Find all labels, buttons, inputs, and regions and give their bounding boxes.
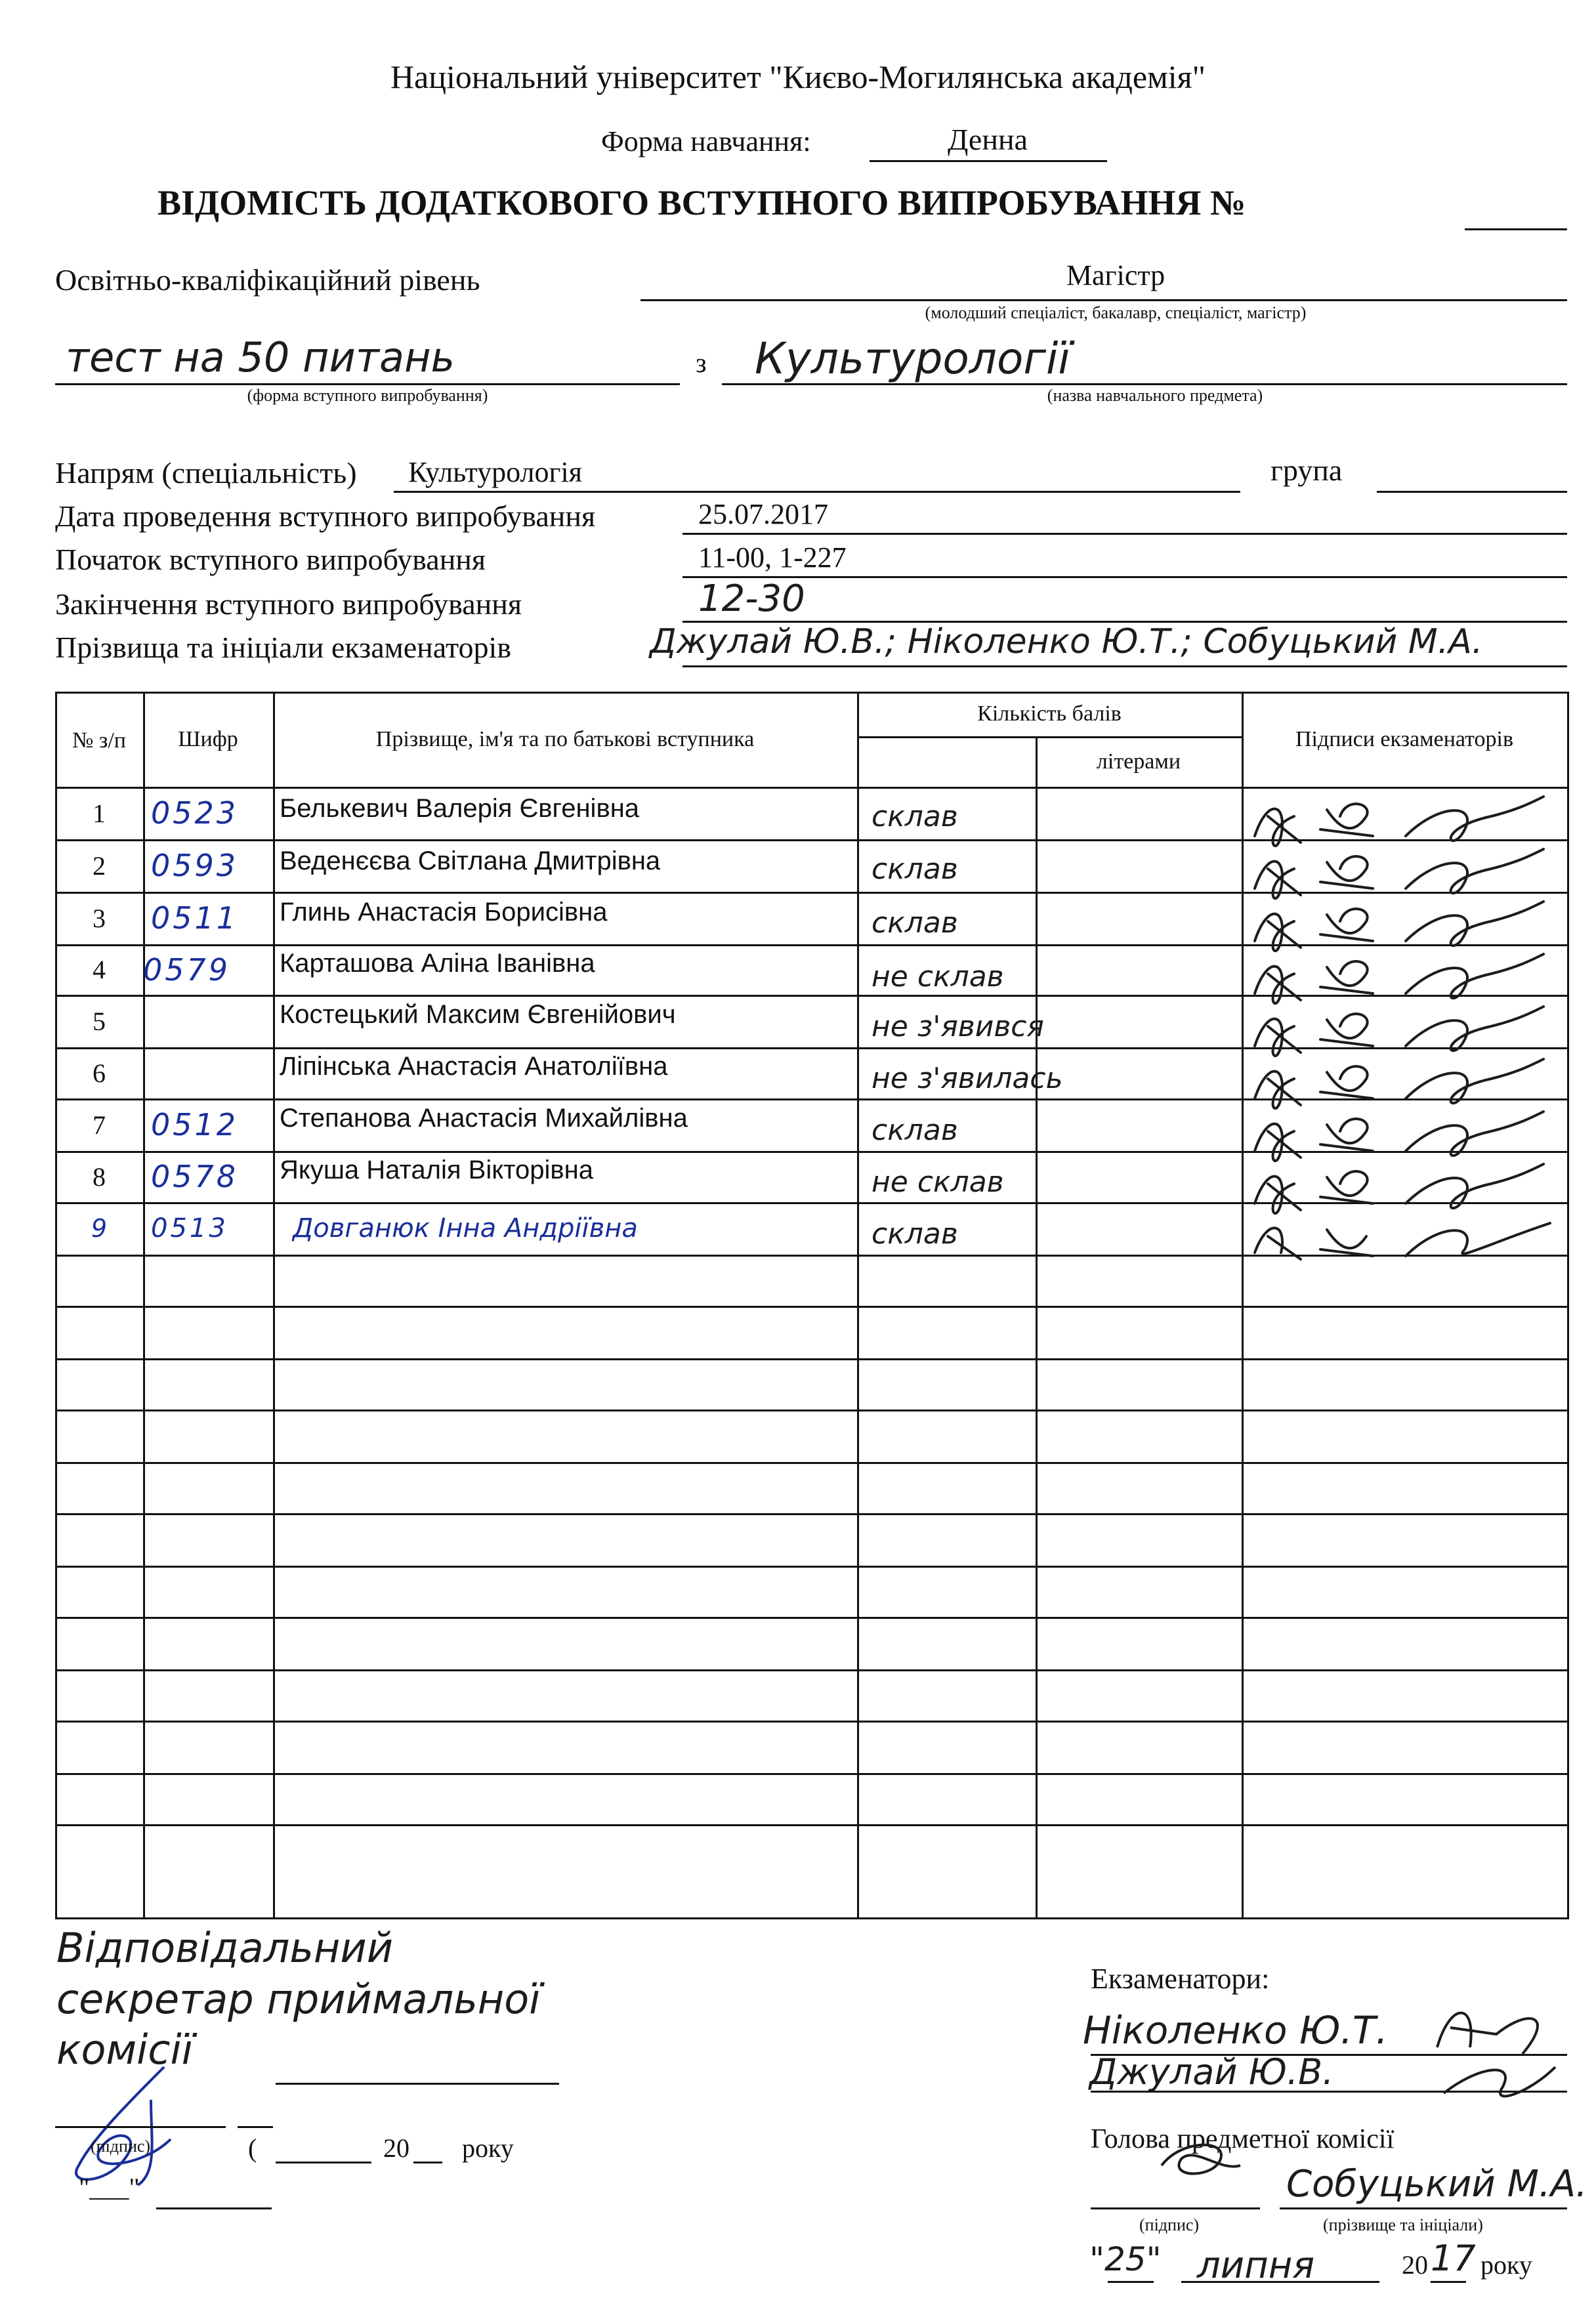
date-value: 25.07.2017 <box>698 498 828 530</box>
row-code: 0578 <box>151 1159 239 1194</box>
secretary-year-underline <box>413 2162 442 2163</box>
examiners-value: Джулай Ю.В.; Ніколенко Ю.Т.; Собуцький М.А. <box>650 622 1483 661</box>
exam-form-hint: (форма вступного випробування) <box>247 386 488 405</box>
study-form-label: Форма навчання: <box>601 125 811 157</box>
row-score: не з'явився <box>872 1009 1044 1043</box>
date-day-underline <box>1108 2281 1154 2283</box>
header-score: Кількість балів <box>977 701 1122 726</box>
secretary-name-underline <box>276 2083 559 2085</box>
row-code: 0512 <box>151 1107 239 1142</box>
level-underline <box>640 299 1567 301</box>
group-underline <box>1377 491 1567 493</box>
header-fullname: Прізвище, ім'я та по батькові вступника <box>375 726 755 751</box>
row-fullname: Костецький Максим Євгенійович <box>280 999 676 1029</box>
secretary-month-underline <box>156 2207 272 2209</box>
row-fullname: Белькевич Валерія Євгенівна <box>280 793 640 823</box>
row-fullname: Карташова Аліна Іванівна <box>280 949 595 978</box>
date-year-suffix: року <box>1480 2250 1532 2280</box>
level-hint: (молодший спеціаліст, бакалавр, спеціаліст, магістр) <box>925 303 1307 322</box>
level-value: Магістр <box>1066 259 1166 291</box>
header-signatures: Підписи екзаменаторів <box>1295 726 1514 751</box>
row-code <box>143 995 281 1047</box>
row-number: 3 <box>93 903 106 933</box>
specialty-underline <box>394 491 1240 493</box>
examiner-signatures <box>1242 790 1567 1263</box>
date-year-underline <box>1431 2281 1466 2283</box>
end-label: Закінчення вступного випробування <box>55 587 522 621</box>
secretary-sign-hint: (підпис) <box>91 2137 151 2156</box>
secretary-year-prefix: 20 <box>383 2133 410 2163</box>
document-number-underline <box>1465 228 1567 230</box>
group-label: група <box>1270 453 1343 487</box>
row-fullname: Якуша Наталія Вікторівна <box>280 1155 594 1184</box>
row-fullname: Довганюк Інна Андріївна <box>293 1213 638 1243</box>
row-code: 0511 <box>151 900 239 936</box>
start-underline <box>682 576 1567 578</box>
secretary-day-quote: "___" <box>79 2173 140 2202</box>
date-label: Дата проведення вступного випробування <box>55 499 596 533</box>
specialty-value: Культурологія <box>408 456 582 488</box>
row-number: 2 <box>93 850 106 881</box>
university-name: Національний університет "Києво-Могилянська академія" <box>390 58 1206 95</box>
specialty-label: Напрям (спеціальність) <box>55 456 357 490</box>
examiners-label: Прізвища та ініціали екзаменаторів <box>55 631 512 664</box>
document-title: ВІДОМІСТЬ ДОДАТКОВОГО ВСТУПНОГО ВИПРОБУВАННЯ № <box>158 183 1246 222</box>
row-number: 8 <box>93 1161 106 1192</box>
subject-underline <box>722 383 1567 385</box>
secretary-sign-underline <box>55 2126 226 2128</box>
row-score: склав <box>872 852 958 886</box>
row-fullname: Степанова Анастасія Михайлівна <box>280 1103 688 1133</box>
start-label: Початок вступного випробування <box>55 543 486 576</box>
start-value: 11-00, 1-227 <box>698 541 847 574</box>
row-score: не склав <box>872 960 1004 993</box>
head-name-hint: (прізвище та ініціали) <box>1323 2215 1483 2234</box>
row-number: 9 <box>91 1214 108 1243</box>
examiners-footer-label: Екзаменатори: <box>1091 1963 1270 1995</box>
date-day: "25" <box>1089 2240 1162 2278</box>
subject-prefix: з <box>696 348 707 379</box>
head-signature <box>1142 2126 1247 2198</box>
examiner-footer-signatures <box>1424 1988 1568 2106</box>
header-code: Шифр <box>178 726 238 751</box>
secretary-open-quote: ( <box>248 2133 257 2163</box>
subject-hint: (назва навчального предмета) <box>1047 386 1263 405</box>
subject-value: Культурології <box>755 333 1070 384</box>
examiners-underline <box>682 665 1567 667</box>
row-number: 1 <box>93 798 106 828</box>
row-fullname: Веденєєва Світлана Дмитрівна <box>280 846 661 875</box>
secretary-year-suffix: року <box>462 2133 514 2163</box>
head-name-underline <box>1280 2207 1567 2209</box>
row-number: 7 <box>93 1110 106 1140</box>
exam-form-underline <box>55 383 680 385</box>
row-code: 0523 <box>151 795 239 831</box>
row-fullname: Ліпінська Анастасія Анатоліївна <box>280 1051 668 1081</box>
row-score: склав <box>872 799 958 833</box>
secretary-day-underline <box>276 2162 371 2163</box>
row-score: не з'явилась <box>872 1061 1063 1095</box>
date-year-prefix: 20 <box>1402 2250 1428 2280</box>
examiner-2-name: Джулай Ю.В. <box>1089 2051 1334 2093</box>
head-sign-underline <box>1091 2207 1260 2209</box>
date-year: 17 <box>1431 2238 1476 2279</box>
row-number: 4 <box>93 955 106 984</box>
level-label: Освітньо-кваліфікаційний рівень <box>55 263 480 297</box>
row-score: склав <box>872 906 958 940</box>
row-score: склав <box>872 1217 958 1251</box>
exam-form-value: тест на 50 питань <box>66 333 455 381</box>
row-code: 0593 <box>151 848 239 883</box>
end-value: 12-30 <box>698 577 805 620</box>
row-code <box>143 1047 281 1098</box>
header-number: № з/п <box>72 728 126 753</box>
head-label: Голова предметної комісії <box>1091 2124 1395 2154</box>
date-underline <box>682 533 1567 535</box>
secretary-text: Відповідальний секретар приймальної комісії <box>56 1924 541 2074</box>
study-form-underline <box>870 160 1107 162</box>
date-month-underline <box>1181 2281 1379 2283</box>
row-number: 5 <box>93 1006 106 1036</box>
date-month: липня <box>1197 2244 1315 2287</box>
results-table <box>55 692 1568 1919</box>
row-code: 0513 <box>151 1213 228 1243</box>
study-form-value: Денна <box>947 123 1028 156</box>
row-score: не склав <box>872 1165 1004 1199</box>
row-score: склав <box>872 1113 958 1147</box>
header-score-letters: літерами <box>1096 749 1181 774</box>
row-fullname: Глинь Анастасія Борисівна <box>280 897 608 927</box>
row-number: 6 <box>93 1058 106 1088</box>
secretary-sign-underline-short <box>238 2126 273 2128</box>
examiner-1-name: Ніколенко Ю.Т. <box>1083 2008 1388 2053</box>
head-sign-hint: (підпис) <box>1139 2215 1200 2234</box>
head-name: Собуцький М.А. <box>1286 2163 1587 2205</box>
row-code: 0579 <box>143 951 231 988</box>
